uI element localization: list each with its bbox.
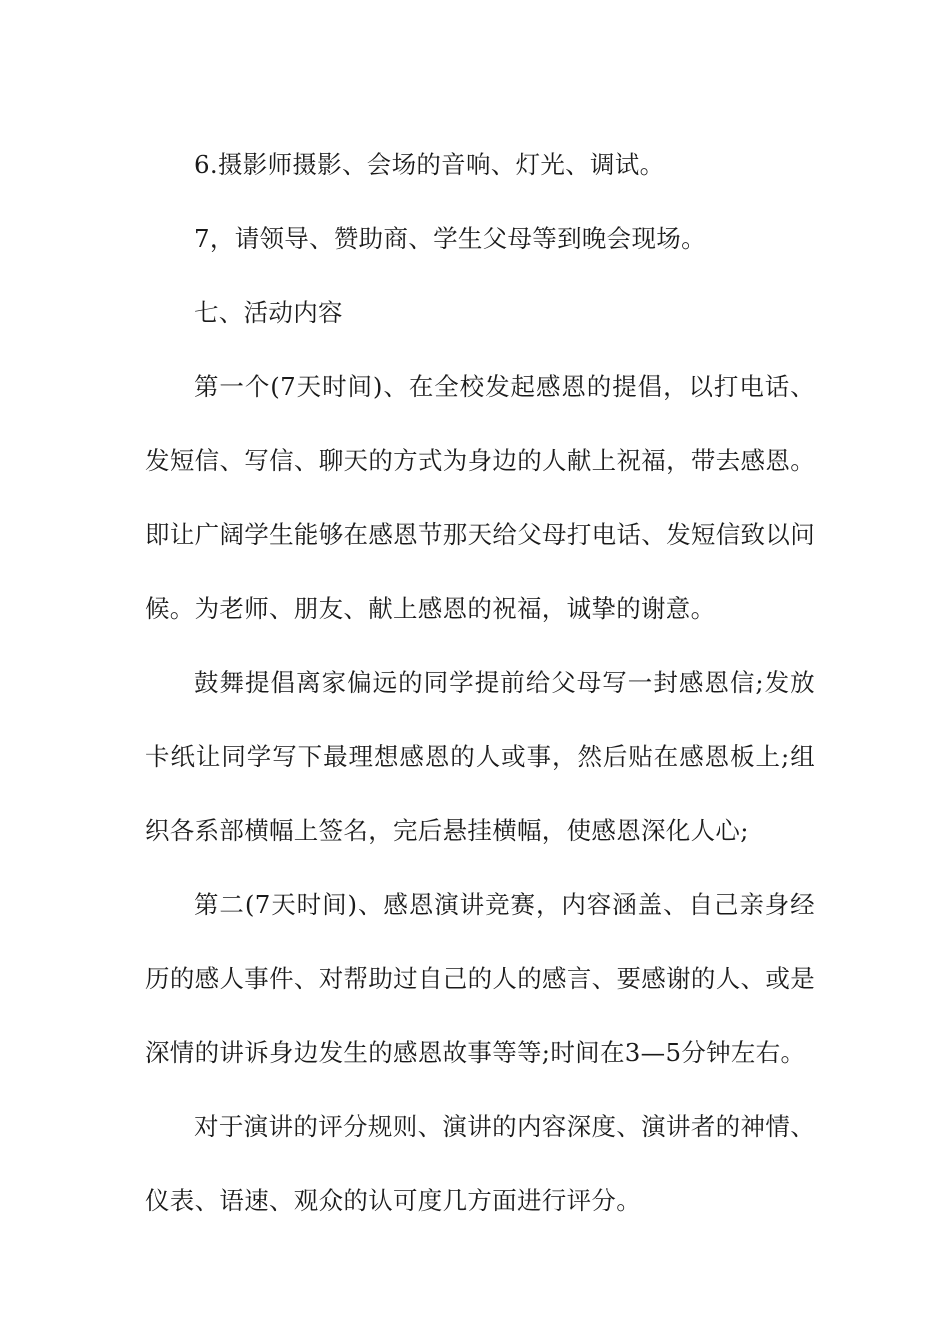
section-heading-activity-content: 七、活动内容 [194,298,343,327]
paragraph-item-7: 7，请领导、赞助商、学生父母等到晚会现场。 [194,224,706,253]
paragraph-encourage: 鼓舞提倡离家偏远的同学提前给父母写一封感恩信;发放卡纸让同学写下最理想感恩的人或事，然后贴在感恩板上;组织各系部横幅上签名，完后悬挂横幅，使感恩深化人心; [145,668,815,845]
document-body [145,128,815,1238]
paragraph-first-stage: 第一个(7天时间)、在全校发起感恩的提倡，以打电话、发短信、写信、聊天的方式为身边的人献上祝福，带去感恩。即让广阔学生能够在感恩节那天给父母打电话、发短信致以问候。为老师、朋友、献上感恩的祝福，诚挚的谢意。 [145,372,815,623]
paragraph-scoring-rules: 对于演讲的评分规则、演讲的内容深度、演讲者的神情、仪表、语速、观众的认可度几方面进行评分。 [145,1112,815,1215]
paragraph-item-6: 6.摄影师摄影、会场的音响、灯光、调试。 [194,150,665,179]
paragraph-second-stage: 第二(7天时间)、感恩演讲竞赛，内容涵盖、自己亲身经历的感人事件、对帮助过自己的人的感言、要感谢的人、或是深情的讲诉身边发生的感恩故事等等;时间在3—5分钟左右。 [145,890,815,1067]
